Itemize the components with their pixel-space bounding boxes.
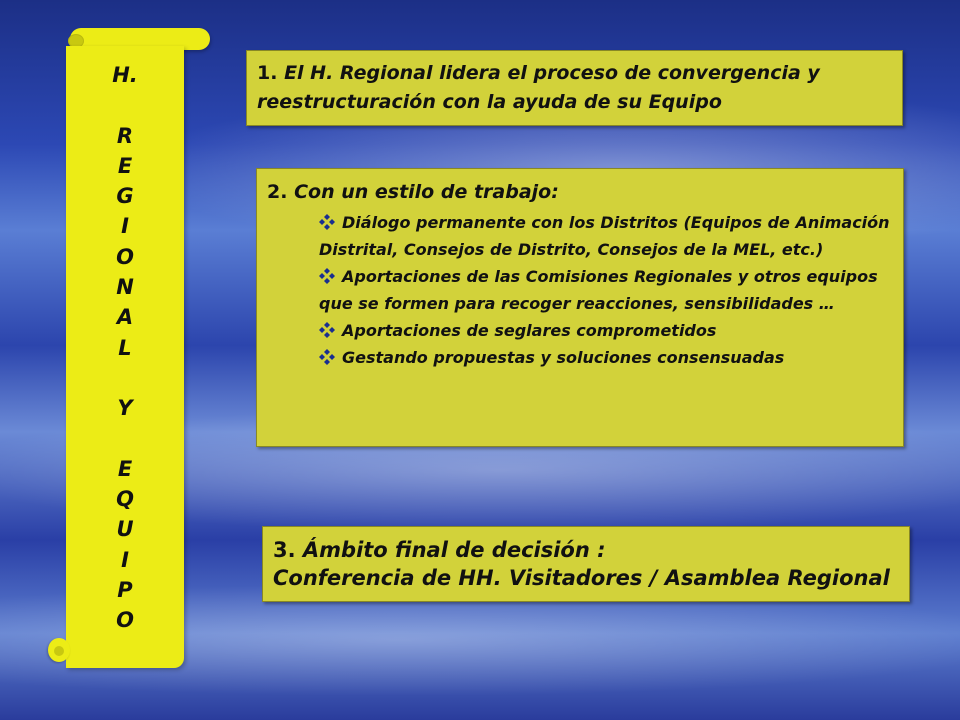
list-item <box>319 317 893 344</box>
vertical-title-letter: H. <box>112 63 138 87</box>
point-2-heading: Con un estilo de trabajo: <box>294 181 559 203</box>
list-item <box>319 263 893 317</box>
bullet-text: Aportaciones de seglares comprometidos <box>342 321 717 340</box>
bullet-text: Diálogo permanente con los Distritos (Equipos de Animación Distrital, Consejos de Distrito, Consejos de la MEL, etc.) <box>319 213 890 259</box>
point-1-text: El H. Regional lidera el proceso de convergencia y reestructuración con la ayuda de su Equipo <box>257 62 820 113</box>
diamond-bullet-icon <box>319 319 335 335</box>
vertical-title-letter: Q <box>116 487 134 512</box>
vertical-title <box>66 60 184 636</box>
point-3-heading: Ámbito final de decisión : <box>302 538 606 562</box>
diamond-bullet-icon <box>319 346 335 362</box>
bullet-text: Gestando propuestas y soluciones consensuadas <box>342 348 785 367</box>
diamond-bullet-icon <box>319 211 335 227</box>
vertical-title-letter: I <box>121 547 129 572</box>
vertical-title-letter: U <box>116 517 134 542</box>
vertical-title-letter: E <box>117 153 133 178</box>
vertical-title-letter <box>66 90 184 120</box>
scroll-curl-bottom-inner <box>54 646 64 656</box>
point-3-number: 3. <box>273 538 296 562</box>
point-2-number: 2. <box>267 181 288 203</box>
point-1-box <box>246 50 903 126</box>
vertical-title-letter <box>66 424 184 454</box>
vertical-title-letter: L <box>118 335 132 360</box>
vertical-title-letter <box>66 363 184 393</box>
point-1-number: 1. <box>257 62 278 84</box>
vertical-title-letter: O <box>116 244 134 269</box>
point-3-text: Conferencia de HH. Visitadores / Asamblea Regional <box>273 566 890 590</box>
list-item <box>319 209 893 263</box>
diamond-bullet-icon <box>319 265 335 281</box>
vertical-title-letter: G <box>116 184 134 209</box>
list-item <box>319 344 893 371</box>
vertical-title-letter: I <box>121 214 129 239</box>
point-2-heading-row <box>267 177 893 207</box>
vertical-title-letter: P <box>117 578 133 603</box>
point-3-box <box>262 526 910 602</box>
vertical-title-letter: N <box>116 275 134 300</box>
vertical-title-letter: R <box>116 123 134 148</box>
vertical-title-letter: O <box>116 608 134 633</box>
point-2-bullet-list <box>267 209 893 371</box>
bullet-text: Aportaciones de las Comisiones Regionales y otros equipos que se formen para recoger reacciones, sensibilidades … <box>319 267 878 313</box>
point-3-heading-row <box>273 536 899 564</box>
vertical-title-letter: A <box>116 305 134 330</box>
vertical-title-letter: E <box>117 456 133 481</box>
point-2-box <box>256 168 904 447</box>
title-scroll <box>62 28 186 668</box>
vertical-title-letter: Y <box>117 396 133 421</box>
